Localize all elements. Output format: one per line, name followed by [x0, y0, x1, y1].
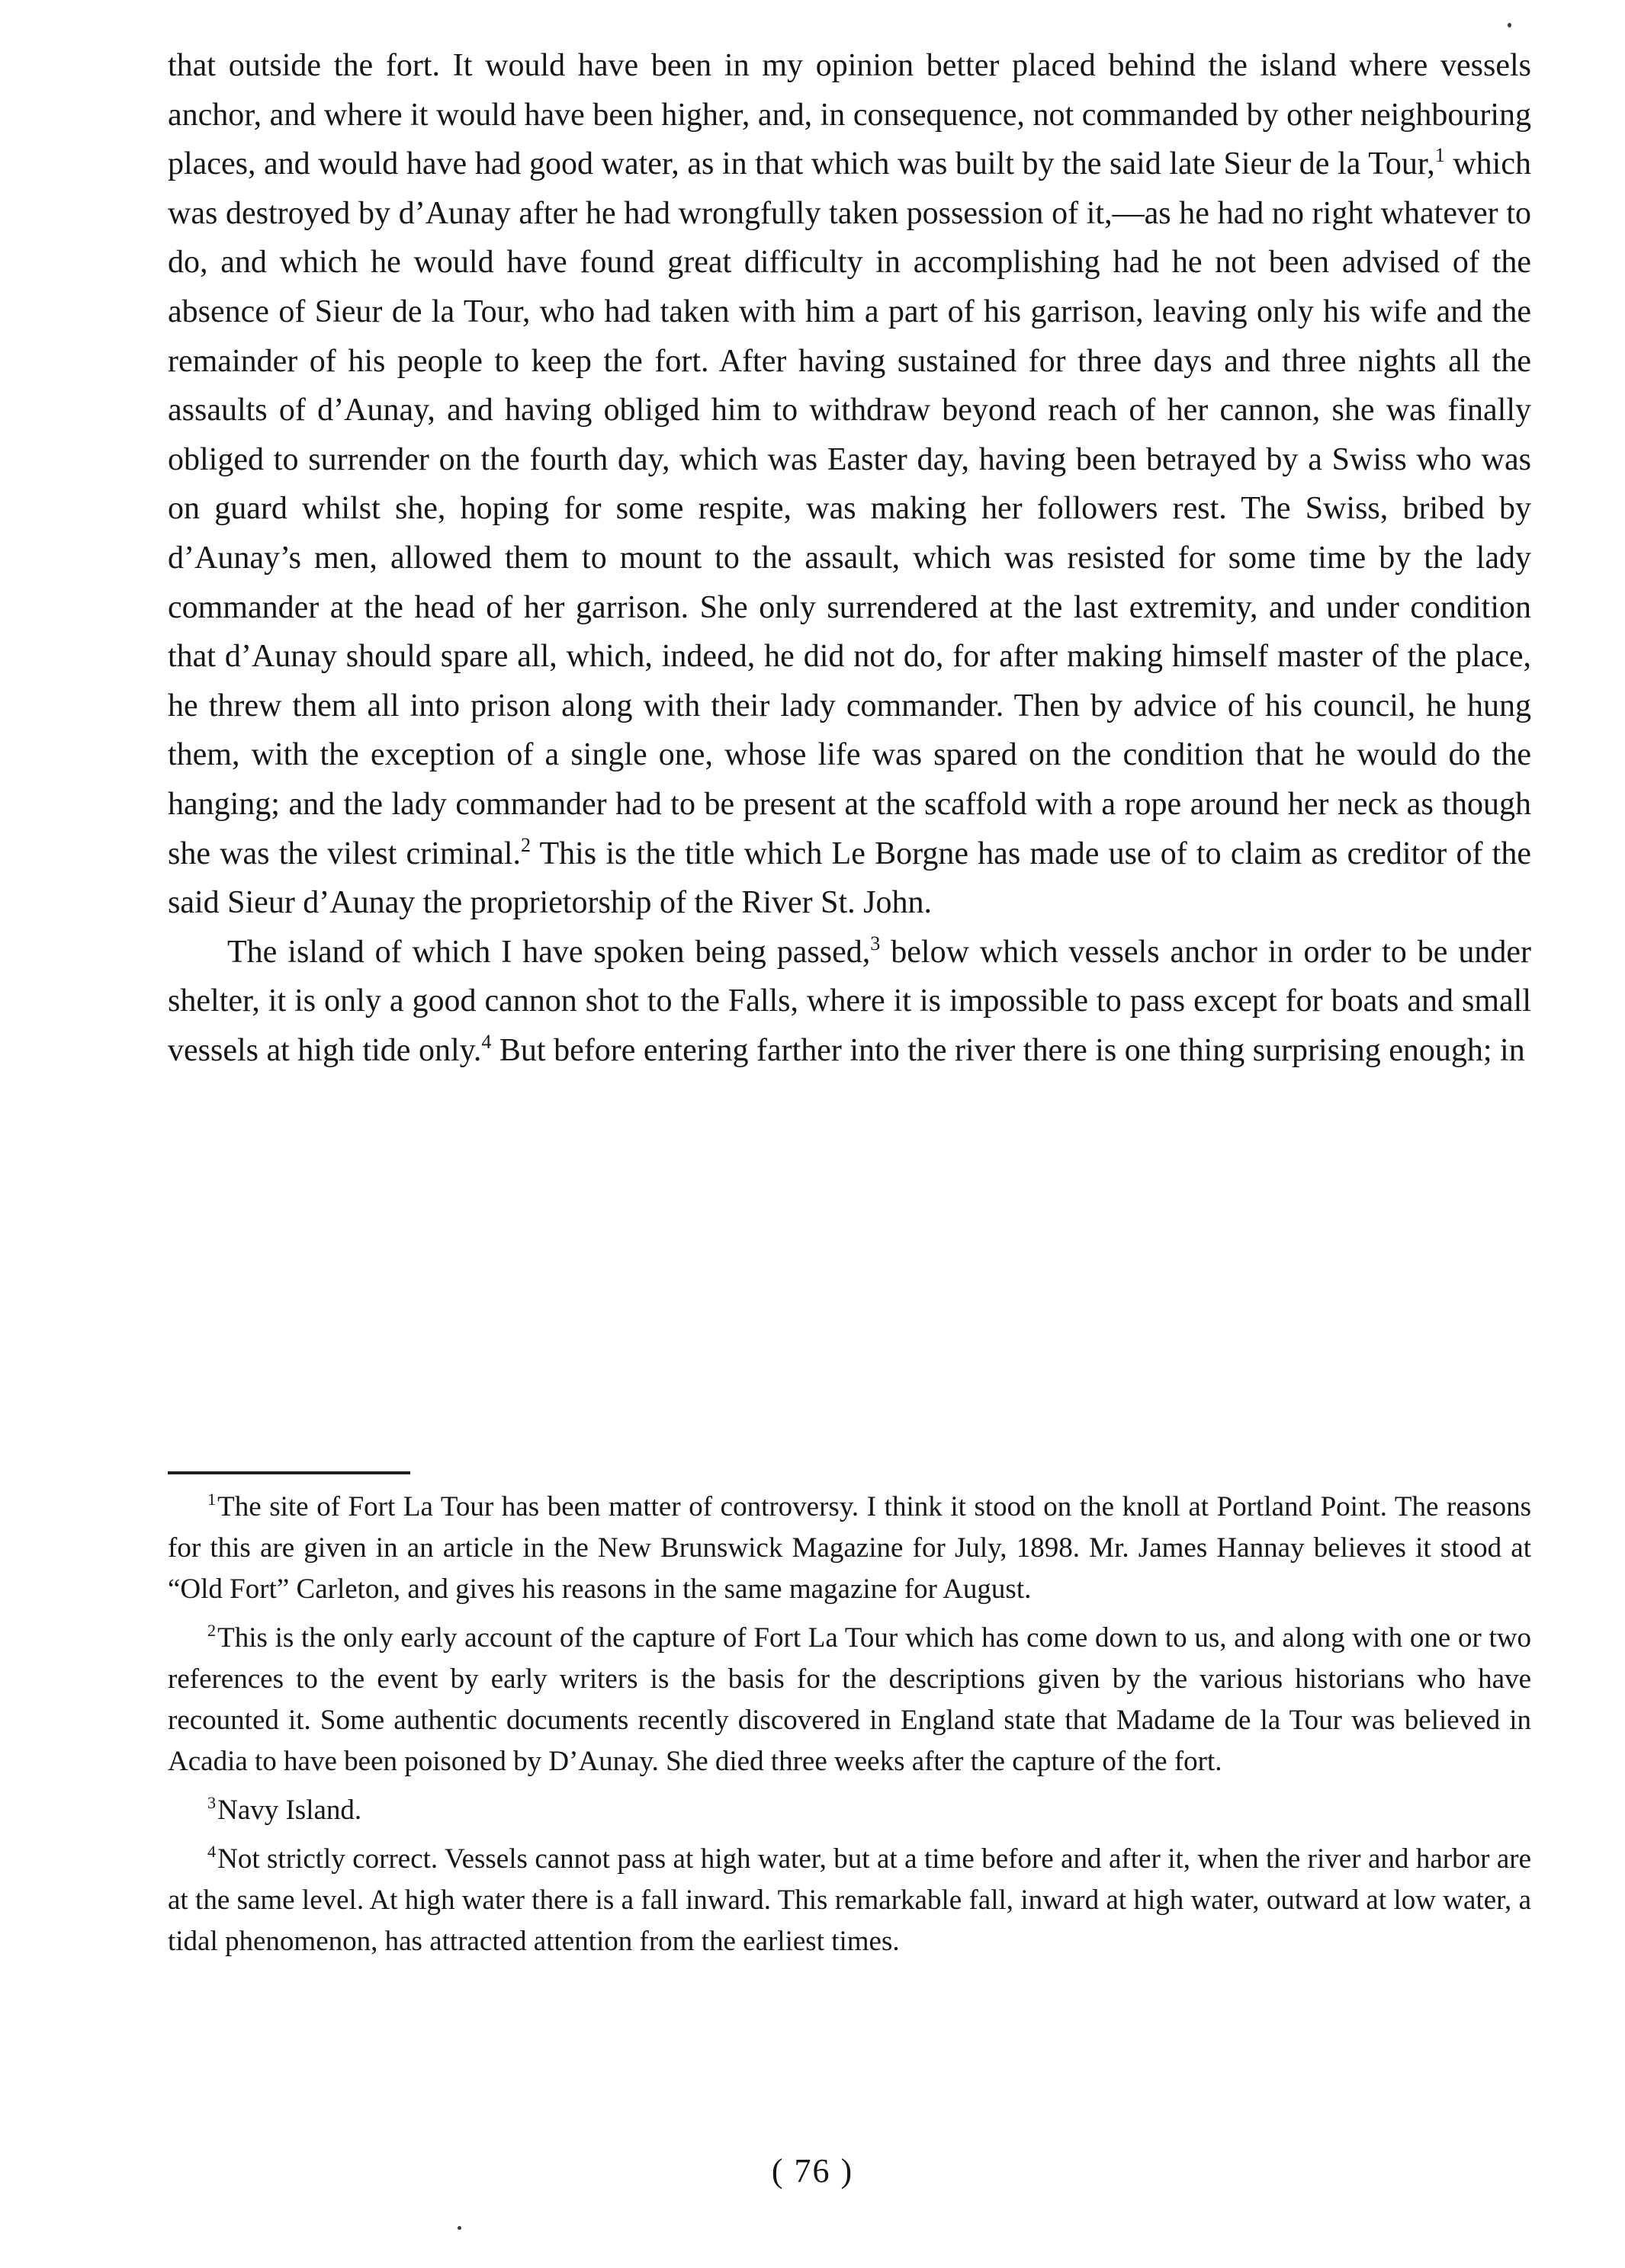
main-text	[168, 41, 1531, 1075]
footnote-2-text: This is the only early account of the capture of Fort La Tour which has come down to us, and along with one or two references to the event by early writers is the basis for the descriptions given by the various historians who have recounted it. Some authentic documents recently discovered in England state that Madame de la Tour was believed in Acadia to have been poisoned by D’Aunay. She died three weeks after the capture of the fort.	[168, 1622, 1531, 1777]
paragraph-1-text-c: This is the title which Le Borgne has made use of to claim as creditor of the said Sieur d’Aunay the proprietorship of the River St. John.	[168, 836, 1531, 921]
paragraph-1	[168, 41, 1531, 928]
paragraph-2-text-c: But before entering farther into the river there is one thing surprising enough; in	[491, 1032, 1525, 1068]
footnote-ref-2: 2	[520, 833, 531, 856]
footnote-3-text: Navy Island.	[217, 1795, 362, 1826]
footnote-ref-1: 1	[1434, 144, 1445, 167]
footnotes	[168, 1487, 1531, 1970]
paragraph-2-text-a: The island of which I have spoken being passed,	[227, 934, 871, 970]
footnote-2-marker: 2	[207, 1621, 217, 1641]
footnote-4-marker: 4	[207, 1842, 217, 1862]
footnote-3	[168, 1790, 1531, 1831]
footnote-1-text: The site of Fort La Tour has been matter of controversy. I think it stood on the knoll at Portland Point. The reasons for this are given in an article in the New Brunswick Magazine for July, 1898. Mr. James Hannay believes it stood at “Old Fort” Carleton, and gives his reasons in the same magazine for August.	[168, 1491, 1531, 1605]
paragraph-2-text-b: below which vessels anchor in order to be under shelter, it is only a good cannon shot to the Falls, where it is impossible to pass except for boats and small vessels at high tide only.	[168, 934, 1532, 1068]
footnote-3-marker: 3	[207, 1793, 217, 1813]
footnote-1	[168, 1487, 1531, 1610]
paragraph-2	[168, 928, 1531, 1076]
ink-speck	[1508, 23, 1511, 27]
footnote-4-text: Not strictly correct. Vessels cannot pass at high water, but at a time before and after it, when the river and harbor are at the same level. At high water there is a fall inward. This remarkable fall, inward at high water, outward at low water, a tidal phenomenon, has attracted attention from the earliest times.	[168, 1843, 1531, 1957]
footnote-4	[168, 1839, 1531, 1962]
paragraph-1-text-b: which was destroyed by d’Aunay after he had wrongfully taken possession of it,—as he had no right whatever to do, and which he would have found great difficulty in accomplishing had he not been advised of the absence of Sieur de la Tour, who had taken with him a part of his garrison, leaving only his wife and the remainder of his people to keep the fort. After having sustained for three days and three nights all the assaults of d’Aunay, and having obliged him to withdraw beyond reach of her cannon, she was finally obliged to surrender on the fourth day, which was Easter day, having been betrayed by a Swiss who was on guard whilst she, hoping for some respite, was making her followers rest. The Swiss, bribed by d’Aunay’s men, allowed them to mount to the assault, which was resisted for some time by the lady commander at the head of her garrison. She only surrendered at the last extremity, and under condition that d’Aunay should spare all, which, indeed, he did not do, for after making himself master of the place, he threw them all into prison along with their lady commander. Then by advice of his council, he hung them, with the exception of a single one, whose life was spared on the condition that he would do the hanging; and the lady commander had to be present at the scaffold with a rope around her neck as though she was the vilest criminal.	[168, 146, 1531, 871]
footnote-2	[168, 1618, 1531, 1782]
ink-speck	[458, 2226, 461, 2230]
footnote-ref-3: 3	[870, 932, 881, 954]
footnote-divider	[168, 1471, 410, 1474]
page-number: ( 76 )	[771, 2152, 854, 2189]
footnote-1-marker: 1	[207, 1490, 217, 1509]
footnote-ref-4: 4	[481, 1030, 492, 1053]
paragraph-1-text-a: that outside the fort. It would have been in my opinion better placed behind the island where vessels anchor, and where it would have been higher, and, in consequence, not commanded by other neighbouring places, and would have had good water, as in that which was built by the said late Sieur de la Tour,	[168, 48, 1531, 182]
